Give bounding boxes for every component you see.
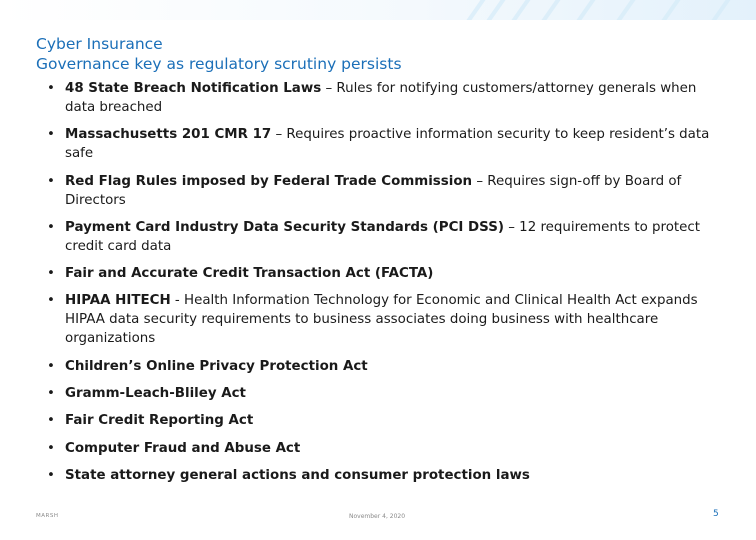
footer-brand: MARSH [36,513,59,519]
bullet-bold-text: Red Flag Rules imposed by Federal Trade Commission [65,173,473,189]
bullet-item [47,291,717,348]
band-stripe [497,0,537,20]
bullet-item [47,218,717,256]
bullet-item [47,264,717,283]
bullet-dot-icon: • [47,293,55,309]
bullet-item [47,466,717,485]
bullet-dot-icon: • [47,386,55,402]
bullet-text: – 12 requirements to protect credit card data [65,219,701,254]
top-decorative-band [0,0,756,20]
bullet-bold-text: State attorney general actions and consumer protection laws [65,467,530,483]
bullet-bold-text: Gramm-Leach-Bliley Act [65,386,246,402]
bullet-bold-text: Children’s Online Privacy Protection Act [65,358,368,374]
bullet-text: – Requires proactive information security to keep resident’s data safe [65,127,710,162]
band-stripe [452,0,492,20]
footer-date: November 4, 2020 [349,513,406,520]
band-stripe [527,0,567,20]
bullet-item [47,125,717,163]
band-stripe [562,0,602,20]
bullet-item [47,411,717,430]
bullet-dot-icon: • [47,467,55,483]
page-number: 5 [713,509,719,519]
bullet-text: – Requires sign-off by Board of Directors [65,173,682,208]
slide-title [36,34,402,74]
bullet-bold-text: HIPAA HITECH [65,293,171,309]
bullet-dot-icon: • [47,440,55,456]
bullet-bold-text: Massachusetts 201 CMR 17 [65,127,272,143]
bullet-item [47,172,717,210]
title-line-1: Cyber Insurance [36,35,163,53]
bullet-item [47,384,717,403]
bullet-bold-text: Payment Card Industry Data Security Standards (PCI DSS) [65,219,504,235]
bullet-dot-icon: • [47,413,55,429]
bullet-bold-text: Fair Credit Reporting Act [65,413,254,429]
bullet-bold-text: 48 State Breach Notification Laws [65,81,322,96]
bullet-dot-icon: • [47,358,55,374]
bullet-dot-icon: • [47,127,55,143]
bullet-bold-text: Computer Fraud and Abuse Act [65,440,301,456]
band-stripe [647,0,687,20]
bullet-text: - Health Information Technology for Economic and Clinical Health Act expands HIPAA data security requirements to business associates doing business with healthcare organizations [65,293,698,347]
title-line-2: Governance key as regulatory scrutiny persists [36,55,402,73]
band-stripe [697,0,737,20]
bullet-item [47,357,717,376]
band-stripe [602,0,642,20]
bullet-list [47,79,717,493]
bullet-dot-icon: • [47,266,55,282]
bullet-dot-icon: • [47,173,55,189]
bullet-item [47,439,717,458]
bullet-item [47,79,717,117]
bullet-bold-text: Fair and Accurate Credit Transaction Act (FACTA) [65,266,434,282]
bullet-dot-icon: • [47,219,55,235]
bullet-text: – Rules for notifying customers/attorney generals when data breached [65,81,697,115]
bullet-dot-icon: • [47,81,55,96]
